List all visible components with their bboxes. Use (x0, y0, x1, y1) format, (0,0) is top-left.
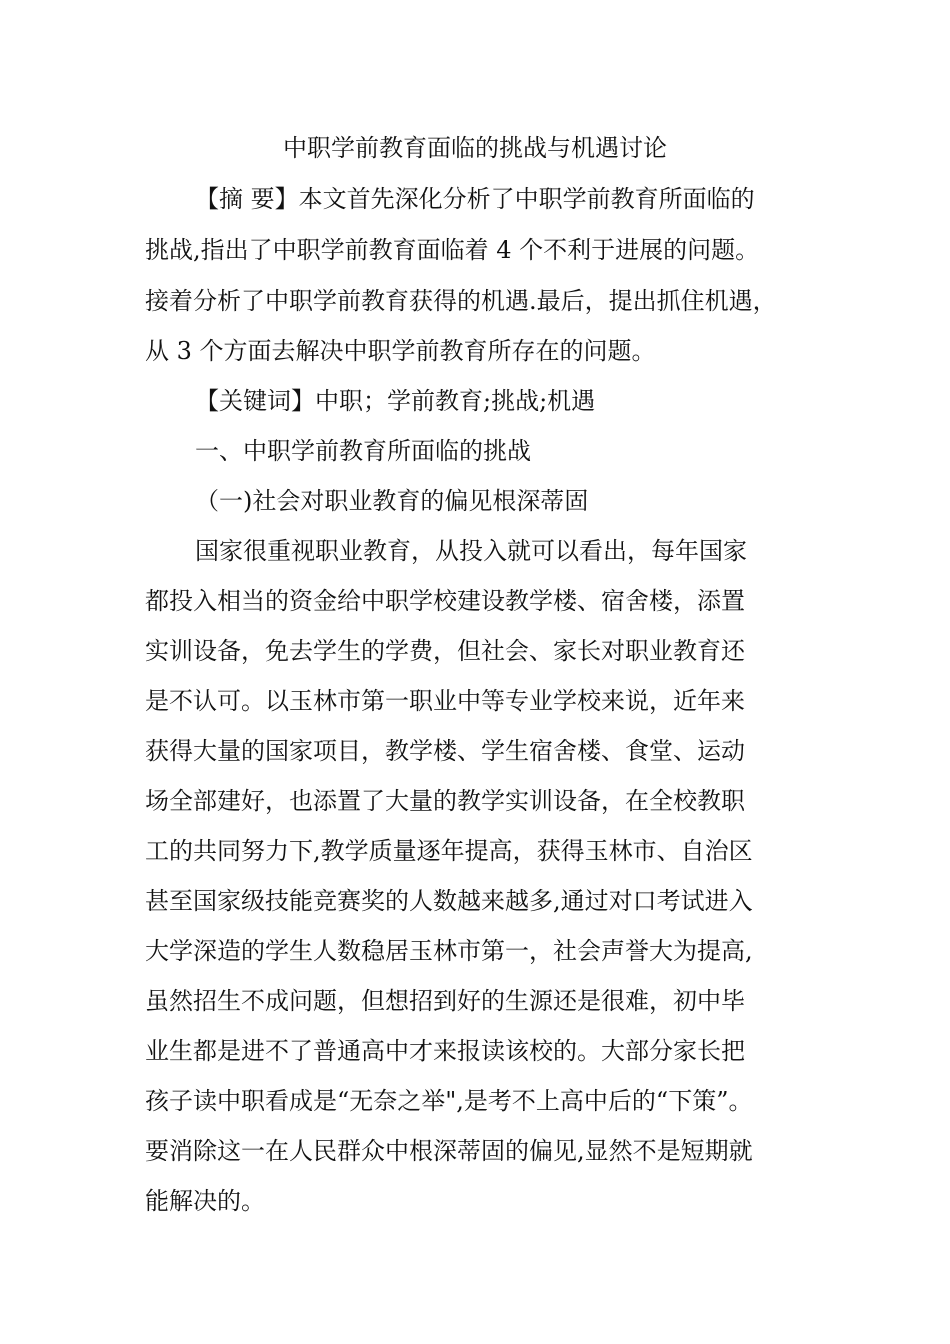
body-line-5: 获得大量的国家项目，教学楼、学生宿舍楼、食堂、运动 (145, 737, 745, 765)
abstract-line-2: 挑战,指出了中职学前教育面临着 4 个不利于进展的问题。 (145, 236, 760, 264)
keywords-line: 【关键词】中职；学前教育;挑战;机遇 (195, 387, 596, 415)
abstract-line-4: 从 3 个方面去解决中职学前教育所存在的问题。 (145, 337, 656, 365)
body-line-14: 能解决的。 (145, 1187, 265, 1215)
body-line-8: 甚至国家级技能竞赛奖的人数越来越多,通过对口考试进入 (145, 887, 753, 915)
body-line-11: 业生都是进不了普通高中才来报读该校的。大部分家长把 (145, 1037, 745, 1065)
section-heading: 一、中职学前教育所面临的挑战 (195, 437, 531, 465)
abstract-line-3: 接着分析了中职学前教育获得的机遇.最后，提出抓住机遇， (145, 287, 777, 315)
body-line-4: 是不认可。以玉林市第一职业中等专业学校来说，近年来 (145, 687, 745, 715)
body-line-9: 大学深造的学生人数稳居玉林市第一，社会声誉大为提高, (145, 937, 753, 965)
body-line-3: 实训设备，免去学生的学费，但社会、家长对职业教育还 (145, 637, 745, 665)
body-line-7: 工的共同努力下,教学质量逐年提高，获得玉林市、自治区 (145, 837, 753, 865)
document-title: 中职学前教育面临的挑战与机遇讨论 (283, 134, 667, 162)
body-line-10: 虽然招生不成问题，但想招到好的生源还是很难，初中毕 (145, 987, 745, 1015)
abstract-line-1: 【摘 要】本文首先深化分析了中职学前教育所面临的 (195, 185, 755, 213)
body-line-13: 要消除这一在人民群众中根深蒂固的偏见,显然不是短期就 (145, 1137, 753, 1165)
body-line-6: 场全部建好，也添置了大量的教学实训设备，在全校教职 (145, 787, 745, 815)
body-line-2: 都投入相当的资金给中职学校建设教学楼、宿舍楼，添置 (145, 587, 745, 615)
subsection-heading: （一)社会对职业教育的偏见根深蒂固 (195, 487, 589, 515)
body-line-12: 孩子读中职看成是“无奈之举",是考不上高中后的“下策”。 (145, 1087, 753, 1115)
body-line-1: 国家很重视职业教育，从投入就可以看出，每年国家 (195, 537, 747, 565)
